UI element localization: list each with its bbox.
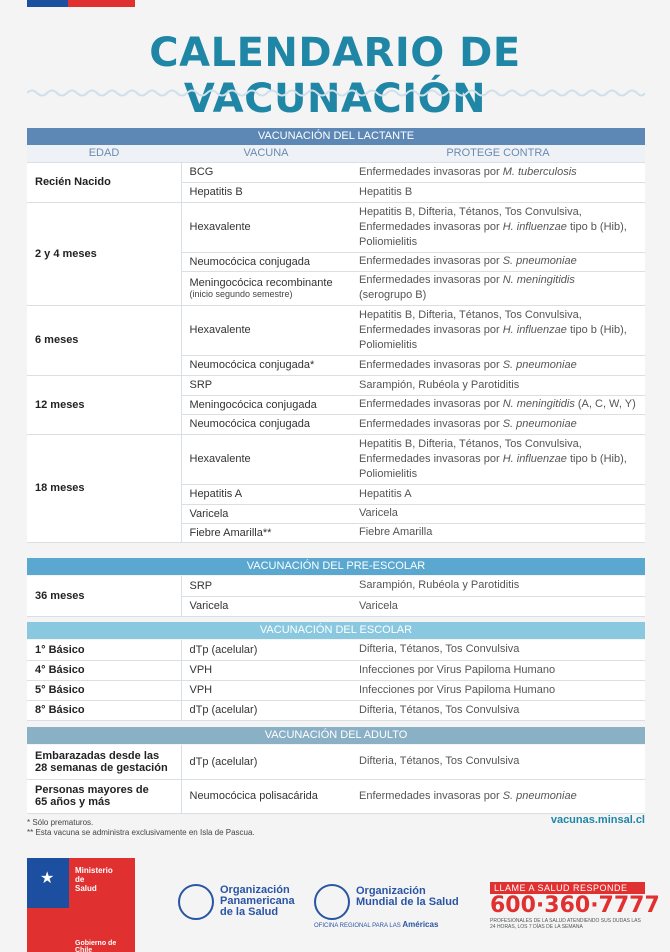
protege-cell: Hepatitis B, Difteria, Tétanos, Tos Convulsiva, Enfermedades invasoras por H. influenzae tipo b (Hib), Poliomielitis: [351, 434, 645, 484]
vacuna-cell: Neumocócica conjugada: [181, 414, 351, 434]
edad-cell: 8° Básico: [27, 700, 181, 720]
protege-cell: Enfermedades invasoras por S. pneumoniae: [351, 414, 645, 434]
ops-logo: [178, 882, 328, 922]
vacuna-cell: SRP: [181, 375, 351, 395]
section-adulto-header: VACUNACIÓN DEL ADULTO: [27, 727, 645, 744]
protege-cell: Hepatitis B, Difteria, Tétanos, Tos Convulsiva, Enfermedades invasoras por H. influenzae tipo b (Hib), Poliomielitis: [351, 305, 645, 355]
table-row: [27, 576, 645, 596]
col-vacuna: VACUNA: [181, 145, 351, 162]
column-headers: [27, 145, 645, 162]
protege-cell: Difteria, Tétanos, Tos Convulsiva: [351, 745, 645, 779]
protege-cell: Difteria, Tétanos, Tos Convulsiva: [351, 700, 645, 720]
col-protege: PROTEGE CONTRA: [351, 145, 645, 162]
edad-cell: Recién Nacido: [27, 162, 181, 202]
table-row: [27, 779, 645, 813]
vacuna-cell: Varicela: [181, 504, 351, 523]
oms-logo: [314, 882, 464, 928]
edad-cell: 6 meses: [27, 305, 181, 375]
adulto-table: [27, 745, 645, 814]
protege-cell: Sarampión, Rubéola y Parotiditis: [351, 375, 645, 395]
oms-label: Organización Mundial de la Salud: [356, 885, 459, 908]
section-escolar-header: VACUNACIÓN DEL ESCOLAR: [27, 622, 645, 639]
vacuna-cell: Fiebre Amarilla**: [181, 523, 351, 542]
table-row: [27, 202, 645, 252]
vacuna-cell: BCG: [181, 162, 351, 182]
edad-cell: 1° Básico: [27, 640, 181, 660]
table-row: [27, 700, 645, 720]
table-row: [27, 434, 645, 484]
page-title: CALENDARIO DE VACUNACIÓN: [149, 30, 521, 122]
edad-cell: 18 meses: [27, 434, 181, 542]
gobierno-label: Gobierno de Chile: [75, 940, 117, 952]
section-preescolar-header: VACUNACIÓN DEL PRE-ESCOLAR: [27, 558, 645, 575]
vacuna-cell: Neumocócica polisacárida: [181, 779, 351, 813]
table-row: [27, 680, 645, 700]
table-row: [27, 660, 645, 680]
vacuna-cell: Neumocócica conjugada: [181, 252, 351, 271]
protege-cell: Infecciones por Virus Papiloma Humano: [351, 660, 645, 680]
protege-cell: Enfermedades invasoras por N. meningitidis (A, C, W, Y): [351, 395, 645, 414]
col-edad: EDAD: [27, 145, 181, 162]
protege-cell: Varicela: [351, 596, 645, 616]
edad-cell: 36 meses: [27, 576, 181, 616]
salud-responde-block: [490, 882, 660, 930]
edad-cell: 12 meses: [27, 375, 181, 434]
table-row: [27, 305, 645, 355]
table-row: [27, 640, 645, 660]
vacuna-cell: SRP: [181, 576, 351, 596]
protege-cell: Hepatitis B: [351, 182, 645, 202]
preescolar-table: [27, 576, 645, 617]
vacuna-cell: Meningocócica conjugada: [181, 395, 351, 414]
chile-star-icon: ★: [40, 870, 55, 887]
wave-divider: [27, 88, 645, 98]
protege-cell: Varicela: [351, 504, 645, 523]
vacuna-cell: Hepatitis B: [181, 182, 351, 202]
protege-cell: Infecciones por Virus Papiloma Humano: [351, 680, 645, 700]
protege-cell: Hepatitis A: [351, 484, 645, 504]
vacuna-cell: dTp (acelular): [181, 745, 351, 779]
protege-cell: Enfermedades invasoras por N. meningitidis (serogrupo B): [351, 271, 645, 305]
minsal-logo: [27, 858, 135, 952]
protege-cell: Enfermedades invasoras por M. tuberculosis: [351, 162, 645, 182]
salud-responde-bar: LLAME A SALUD RESPONDE: [490, 882, 645, 894]
vacuna-cell: Hepatitis A: [181, 484, 351, 504]
oms-region-label: OFICINA REGIONAL PARA LAS Américas: [314, 920, 439, 929]
vacuna-cell: VPH: [181, 680, 351, 700]
protege-cell: Hepatitis B, Difteria, Tétanos, Tos Convulsiva, Enfermedades invasoras por H. influenzae tipo b (Hib), Poliomielitis: [351, 202, 645, 252]
protege-cell: Enfermedades invasoras por S. pneumoniae: [351, 355, 645, 375]
footnote-2: ** Esta vacuna se administra exclusivamente en Isla de Pascua.: [27, 828, 255, 837]
website-link[interactable]: vacunas.minsal.cl: [550, 814, 645, 826]
protege-cell: Difteria, Tétanos, Tos Convulsiva: [351, 640, 645, 660]
section-lactante-header: VACUNACIÓN DEL LACTANTE: [27, 128, 645, 145]
protege-cell: Enfermedades invasoras por S. pneumoniae: [351, 252, 645, 271]
edad-cell: 5° Básico: [27, 680, 181, 700]
escolar-table: [27, 640, 645, 721]
table-row: [27, 745, 645, 779]
vacuna-cell: Neumocócica conjugada*: [181, 355, 351, 375]
edad-cell: 4° Básico: [27, 660, 181, 680]
top-flag-stripe: [27, 0, 135, 7]
ops-globe-icon: [178, 884, 214, 920]
protege-cell: Sarampión, Rubéola y Parotiditis: [351, 576, 645, 596]
lactante-table: [27, 145, 645, 543]
edad-cell: Embarazadas desde las 28 semanas de gestación: [27, 745, 181, 779]
table-row: [27, 375, 645, 395]
footnote-1: * Sólo prematuros.: [27, 818, 94, 827]
protege-cell: Fiebre Amarilla: [351, 523, 645, 542]
phone-subtext: PROFESIONALES DE LA SALUD ATENDIENDO SUS DUDAS LAS 24 HORAS, LOS 7 DÍAS DE LA SEMANA: [490, 918, 641, 930]
vacuna-cell: VPH: [181, 660, 351, 680]
minsal-label: Ministerio de Salud: [75, 866, 113, 893]
table-row: [27, 162, 645, 182]
oms-globe-icon: [314, 884, 350, 920]
ops-label: Organización Panamericana de la Salud: [220, 884, 295, 918]
edad-cell: 2 y 4 meses: [27, 202, 181, 305]
vacuna-cell: dTp (acelular): [181, 640, 351, 660]
footnotes: [27, 818, 255, 838]
vacuna-cell: Hexavalente: [181, 305, 351, 355]
vacuna-cell: Hexavalente: [181, 202, 351, 252]
phone-number[interactable]: 600·360·7777: [490, 893, 660, 918]
vacuna-cell: Hexavalente: [181, 434, 351, 484]
vacuna-cell: Meningocócica recombinante (inicio segundo semestre): [181, 271, 351, 305]
protege-cell: Enfermedades invasoras por S. pneumoniae: [351, 779, 645, 813]
vacuna-cell: dTp (acelular): [181, 700, 351, 720]
edad-cell: Personas mayores de 65 años y más: [27, 779, 181, 813]
vacuna-cell: Varicela: [181, 596, 351, 616]
